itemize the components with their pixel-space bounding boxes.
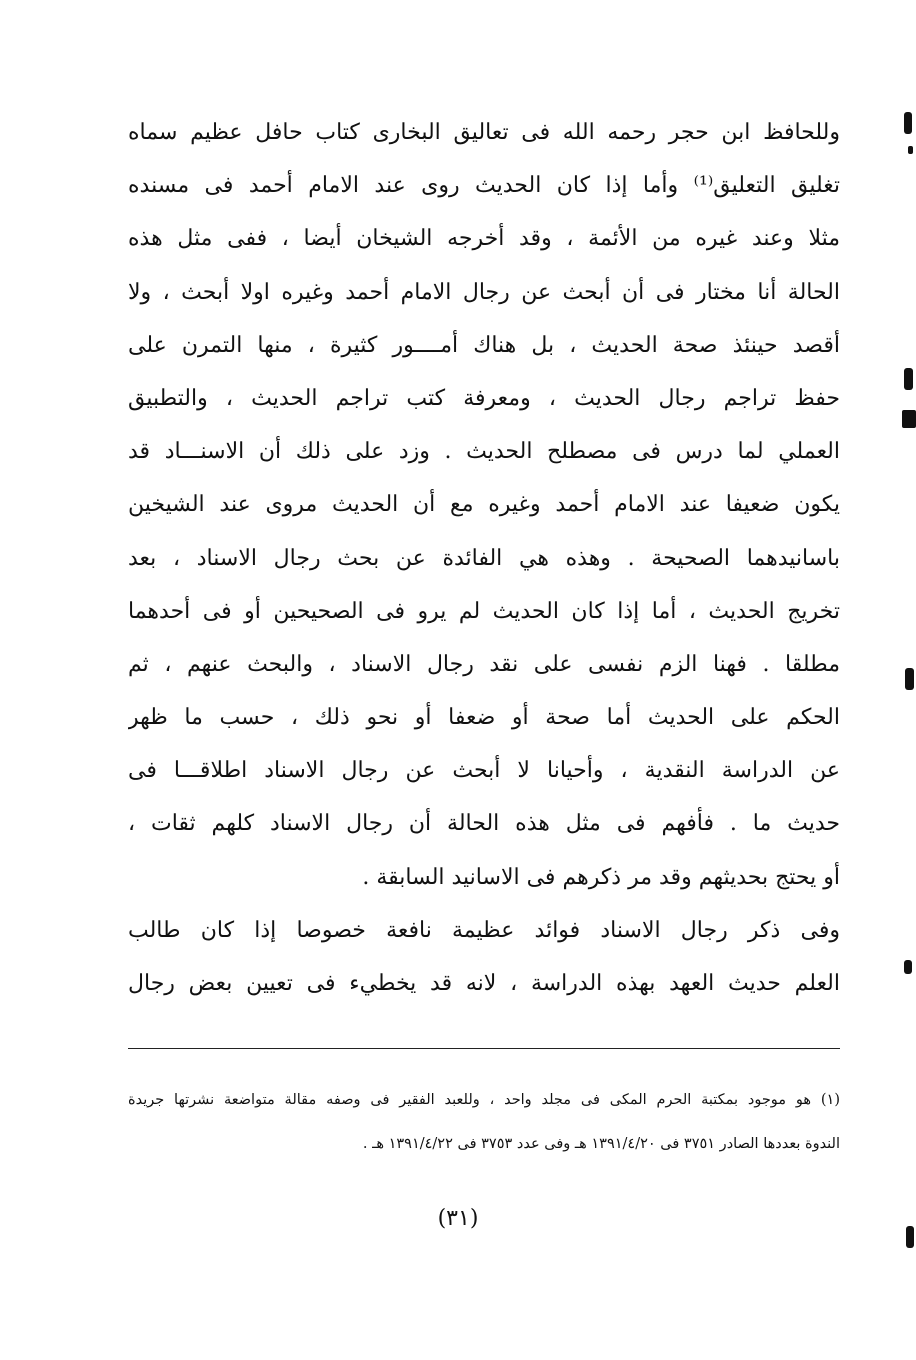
footnote-line-2: الندوة بعددها الصادر ٣٧٥١ فى ١٣٩١/٤/٢٠ هـ وفى عدد ٣٧٥٣ فى ١٣٩١/٤/٢٢ هـ . (362, 1136, 840, 1152)
scan-mark-lower2 (904, 960, 912, 974)
text-line-5: أقصد حينئذ صحة الحديث ، بل هناك أمــــور كثيرة ، منها التمرن على (128, 332, 840, 358)
text-line-8: يكون ضعيفا عند الامام أحمد وغيره مع أن الحديث مروى عند الشيخين (128, 492, 840, 518)
text-line-10: تخريج الحديث ، أما إذا كان الحديث لم يرو فى الصحيحين أو فى أحدهما (128, 598, 840, 624)
scan-mark-dot (908, 146, 913, 154)
text-line-16: وفى ذكر رجال الاسناد فوائد عظيمة نافعة خصوصا إذا كان طالب (128, 917, 840, 943)
footnotes (128, 1078, 840, 1166)
scan-mark-top (904, 112, 912, 134)
text-line-3: مثلا وعند غيره من الأئمة ، وقد أخرجه الشيخان أيضا ، ففى مثل هذه (128, 226, 840, 252)
page-number: (٣١) (437, 1206, 479, 1231)
text-line-7: العملي لما درس فى مصطلح الحديث . وزد على ذلك أن الاسنـــاد قد (128, 439, 840, 465)
text-line-15: أو يحتج بحديثهم وقد مر ذكرهم فى الاسانيد السابقة . (362, 864, 840, 890)
text-line-4: الحالة أنا مختار فى أن أبحث عن رجال الامام أحمد وغيره اولا أبحث ، ولا (128, 279, 840, 305)
scan-mark-mid (904, 368, 913, 390)
scan-mark-bottom (906, 1226, 914, 1248)
text-line-1: وللحافظ ابن حجر رحمه الله فى تعاليق البخارى كتاب حافل عظيم سماه (128, 120, 840, 145)
text-line-12: الحكم على الحديث أما صحة أو ضعفا أو نحو ذلك ، حسب ما ظهر (128, 705, 840, 731)
text-line-2: تغليق التعليق⁽¹⁾ وأما إذا كان الحديث روى عند الامام أحمد فى مسنده (128, 173, 840, 199)
text-line-17: العلم حديث العهد بهذه الدراسة ، لانه قد يخطيء فى تعيين بعض رجال (128, 971, 840, 996)
scan-mark-mid2 (902, 410, 916, 428)
footnote-line-1: (١) هو موجود بمكتبة الحرم المكى فى مجلد واحد ، وللعبد الفقير فى وصفه مقالة متواضعة نشرتها جريدة (128, 1092, 840, 1108)
scan-mark-lower (905, 668, 914, 690)
footnote-separator (128, 1048, 840, 1049)
text-line-13: عن الدراسة النقدية ، وأحيانا لا أبحث عن رجال الاسناد اطلاقـــا فى (128, 758, 840, 784)
text-line-14: حديث ما . فأفهم فى مثل هذه الحالة أن رجال الاسناد كلهم ثقات ، (128, 811, 840, 837)
text-line-11: مطلقا . فهنا الزم نفسى على نقد رجال الاسناد ، والبحث عنهم ، ثم (128, 651, 840, 677)
text-line-6: حفظ تراجم رجال الحديث ، ومعرفة كتب تراجم الحديث ، والتطبيق (128, 385, 840, 411)
main-text (128, 106, 840, 1010)
text-line-9: باسانيدهما الصحيحة . وهذه هي الفائدة عن بحث رجال الاسناد ، بعد (128, 545, 840, 571)
